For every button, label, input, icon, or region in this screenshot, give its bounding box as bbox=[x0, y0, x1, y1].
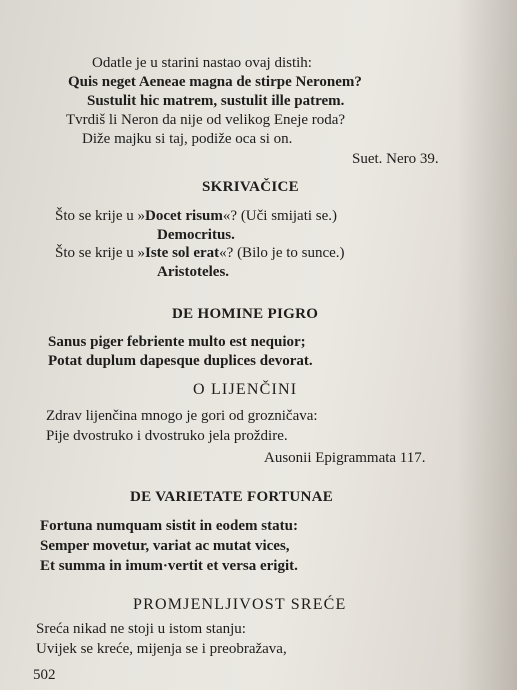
latin-epigram-line-1: Sanus piger febriente multo est nequior; bbox=[48, 334, 306, 350]
riddle-question-1: Što se krije u »Docet risum«? (Uči smijati se.) bbox=[55, 208, 338, 224]
translation-verse-1: Tvrdiš li Neron da nije od velikog Eneje roda? bbox=[66, 112, 346, 128]
intro-text: Odatle je u starini nastao ovaj distih: bbox=[92, 55, 312, 71]
translation-line-2: Pije dvostruko i dvostruko jela proždire. bbox=[46, 428, 288, 444]
riddle-answer-2: Aristoteles. bbox=[157, 264, 230, 280]
section-heading-promjenljivost-srece: PROMJENLJIVOST SREĆE bbox=[133, 596, 347, 613]
section-heading-o-lijencini: O LIJENČINI bbox=[193, 381, 298, 398]
latin-epigram-line-2: Potat duplum dapesque duplices devorat. bbox=[48, 353, 313, 369]
source-citation: Suet. Nero 39. bbox=[352, 151, 439, 167]
page-number: 502 bbox=[33, 667, 56, 683]
translation-fortune-line-2: Uvijek se kreće, mijenja se i preobražava, bbox=[36, 641, 287, 657]
source-citation-ausonius: Ausonii Epigrammata 117. bbox=[264, 450, 426, 466]
latin-verse-1: Quis neget Aeneae magna de stirpe Neronem? bbox=[68, 74, 362, 90]
translation-verse-2: Diže majku si taj, podiže oca si on. bbox=[82, 131, 293, 147]
latin-fortune-line-2: Semper movetur, variat ac mutat vices, bbox=[40, 538, 290, 554]
latin-verse-2: Sustulit hic matrem, sustulit ille patrem. bbox=[87, 93, 345, 109]
section-heading-de-varietate-fortunae: DE VARIETATE FORTUNAE bbox=[130, 489, 334, 505]
section-heading-skrivacice: SKRIVAČICE bbox=[202, 179, 299, 195]
translation-fortune-line-1: Sreća nikad ne stoji u istom stanju: bbox=[36, 621, 246, 637]
page-edge-shadow bbox=[457, 0, 517, 690]
section-heading-de-homine-pigro: DE HOMINE PIGRO bbox=[172, 306, 319, 322]
latin-fortune-line-3: Et summa in imum·vertit et versa erigit. bbox=[40, 558, 298, 574]
riddle-answer-1: Democritus. bbox=[157, 227, 235, 243]
latin-fortune-line-1: Fortuna numquam sistit in eodem statu: bbox=[40, 518, 298, 534]
translation-line-1: Zdrav lijenčina mnogo je gori od grozničava: bbox=[46, 408, 318, 424]
riddle-question-2: Što se krije u »Iste sol erat«? (Bilo je to sunce.) bbox=[55, 245, 345, 261]
